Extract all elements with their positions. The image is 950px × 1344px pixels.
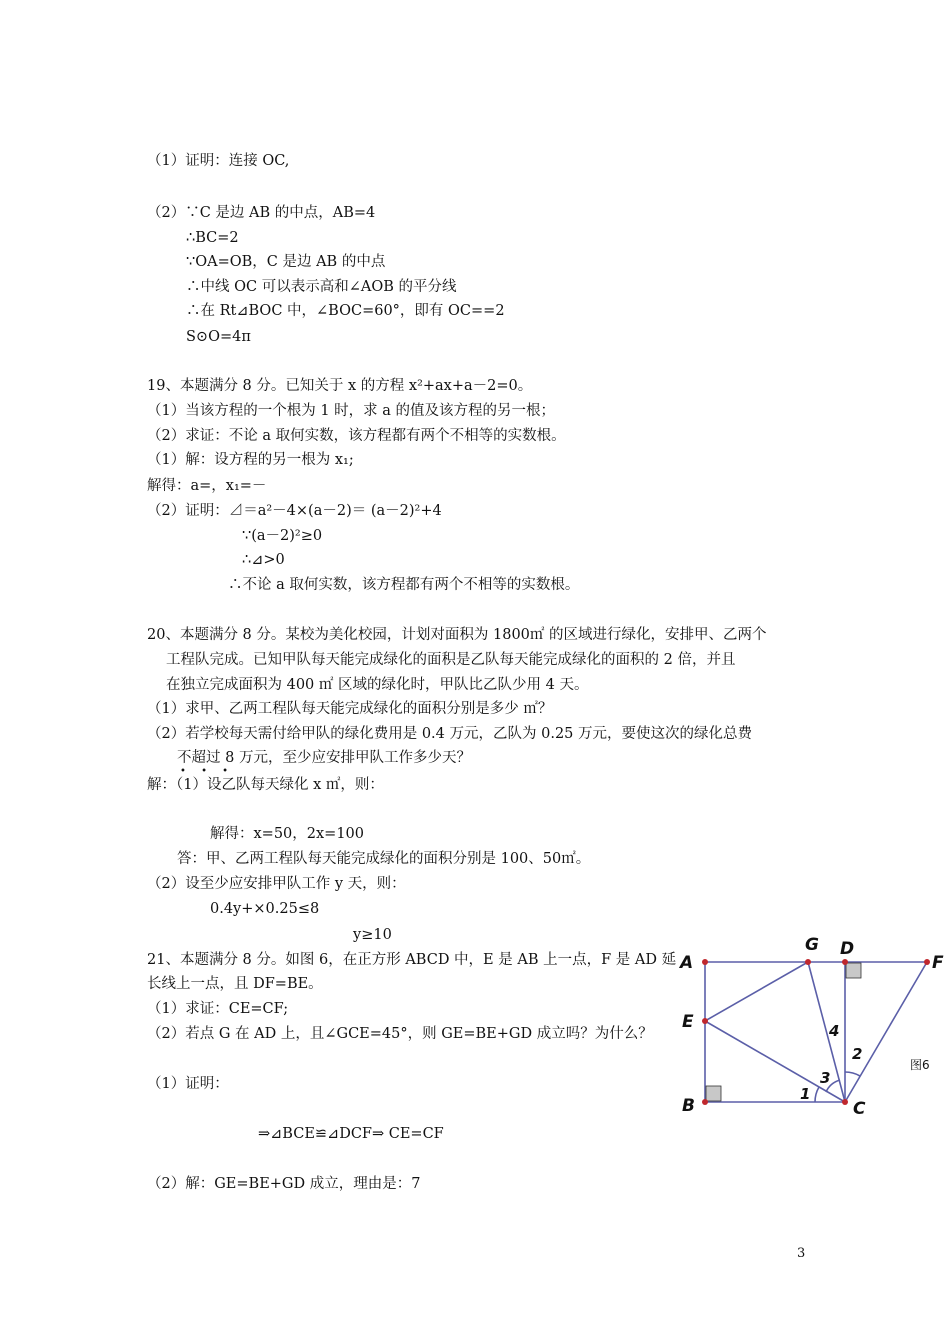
q20-solve: 解得：x=50，2x=100 bbox=[210, 826, 365, 842]
q19-proof-1: （2）证明：⊿＝a²－4×(a－2)＝ (a－2)²+4 bbox=[147, 503, 442, 519]
emphasis-dots: • • • bbox=[180, 766, 235, 777]
label-A: A bbox=[680, 953, 694, 973]
segment-EC bbox=[705, 1021, 845, 1102]
label-D: D bbox=[840, 939, 855, 959]
q20-line2: 工程队完成。已知甲队每天能完成绿化的面积是乙队每天能完成绿化的面积的 2 倍，并且 bbox=[166, 652, 736, 668]
q20-answer: 答：甲、乙两工程队每天能完成绿化的面积分别是 100、50㎡。 bbox=[177, 851, 591, 867]
q19-result: 解得：a=，x₁=－ bbox=[147, 478, 267, 494]
geometry-figure-6 bbox=[672, 928, 944, 1120]
q20-ineq: 0.4y+×0.25≤8 bbox=[210, 901, 320, 917]
angle-arc-1 bbox=[815, 1087, 819, 1102]
q21-line2: 长线上一点，且 DF=BE。 bbox=[147, 976, 323, 992]
q21-sol2: （2）解：GE=BE+GD 成立，理由是：7 bbox=[147, 1176, 421, 1192]
q20-title: 20、本题满分 8 分。某校为美化校园，计划对面积为 1800㎡ 的区域进行绿化，安排甲、乙两个 bbox=[147, 627, 767, 643]
point-C bbox=[842, 1099, 848, 1105]
angle-label-1: 1 bbox=[800, 1085, 811, 1103]
q20-sol1: 解：（1）设乙队每天绿化 x ㎡，则： bbox=[147, 777, 384, 793]
right-angle-marker-D bbox=[846, 963, 861, 978]
line-4: ∵OA=OB，C 是边 AB 的中点 bbox=[186, 254, 386, 270]
point-A bbox=[702, 959, 708, 965]
q21-congruence: ⇒⊿BCE≌⊿DCF⇒ CE=CF bbox=[258, 1126, 444, 1142]
q21-title: 21、本题满分 8 分。如图 6，在正方形 ABCD 中，E 是 AB 上一点，F 是 AD 延 bbox=[147, 952, 677, 968]
q19-conclusion: ∴不论 a 取何实数，该方程都有两个不相等的实数根。 bbox=[228, 577, 580, 593]
angle-label-4: 4 bbox=[829, 1022, 840, 1040]
label-B: B bbox=[682, 1096, 695, 1116]
line-2: （2）∵C 是边 AB 的中点，AB=4 bbox=[147, 205, 376, 221]
label-G: G bbox=[805, 935, 819, 955]
point-E bbox=[702, 1018, 708, 1024]
q19-proof-3: ∴⊿>0 bbox=[242, 552, 285, 568]
line-6: ∴在 Rt⊿BOC 中，∠BOC=60°，即有 OC==2 bbox=[186, 303, 505, 319]
right-angle-marker-B bbox=[706, 1086, 721, 1101]
q21-part2: （2）若点 G 在 AD 上，且∠GCE=45°，则 GE=BE+GD 成立吗？为什么？ bbox=[147, 1026, 653, 1042]
q21-proof: （1）证明： bbox=[147, 1076, 229, 1092]
q19-part2: （2）求证：不论 a 取何实数，该方程都有两个不相等的实数根。 bbox=[147, 428, 566, 444]
q20-part1: （1）求甲、乙两工程队每天能完成绿化的面积分别是多少 ㎡？ bbox=[147, 701, 553, 717]
line-1: （1）证明：连接 OC, bbox=[147, 153, 290, 169]
label-E: E bbox=[682, 1012, 694, 1032]
angle-label-3: 3 bbox=[820, 1069, 831, 1087]
q19-title: 19、本题满分 8 分。已知关于 x 的方程 x²+ax+a－2=0。 bbox=[147, 378, 533, 394]
angle-label-2: 2 bbox=[852, 1045, 863, 1063]
q19-sol1: （1）解：设方程的另一根为 x₁; bbox=[147, 452, 354, 468]
angle-arc-2 bbox=[845, 1072, 860, 1076]
line-7: S⊙O=4π bbox=[186, 329, 251, 345]
q20-ineq-result: y≥10 bbox=[353, 927, 392, 943]
q20-line3: 在独立完成面积为 400 ㎡ 区域的绿化时，甲队比乙队少用 4 天。 bbox=[166, 677, 589, 693]
point-G bbox=[805, 959, 811, 965]
label-F: F bbox=[932, 953, 944, 973]
segment-CF bbox=[845, 962, 927, 1102]
segment-EG bbox=[705, 962, 808, 1021]
q21-part1: （1）求证：CE=CF; bbox=[147, 1001, 289, 1017]
page-number: 3 bbox=[797, 1246, 806, 1261]
q19-proof-2: ∵(a－2)²≥0 bbox=[242, 528, 323, 544]
q19-part1: （1）当该方程的一个根为 1 时，求 a 的值及该方程的另一根； bbox=[147, 403, 556, 419]
q20-part2: （2）若学校每天需付给甲队的绿化费用是 0.4 万元，乙队为 0.25 万元，要使这次的绿化总费 bbox=[147, 726, 753, 742]
line-3: ∴BC=2 bbox=[186, 230, 239, 246]
point-D bbox=[842, 959, 848, 965]
label-C: C bbox=[853, 1099, 866, 1119]
point-B bbox=[702, 1099, 708, 1105]
q20-part2-cont: 不超过 8 万元，至少应安排甲队工作多少天？ bbox=[177, 750, 471, 766]
figure-caption: 图6 bbox=[910, 1058, 930, 1072]
line-5: ∴中线 OC 可以表示高和∠AOB 的平分线 bbox=[186, 279, 457, 295]
point-F bbox=[924, 959, 930, 965]
q20-sol2: （2）设至少应安排甲队工作 y 天，则： bbox=[147, 876, 406, 892]
